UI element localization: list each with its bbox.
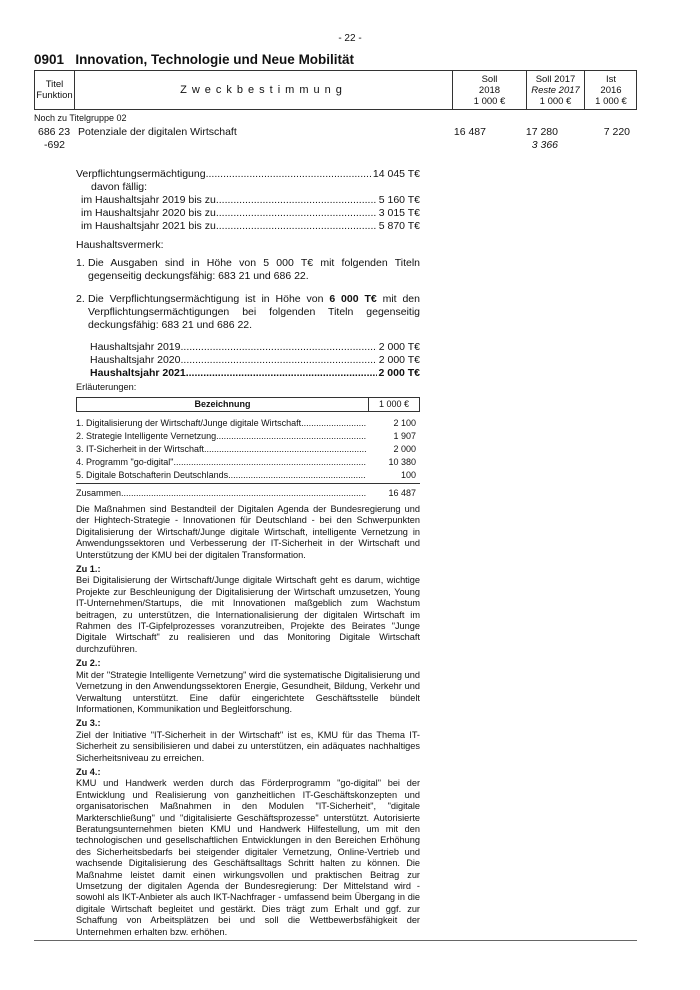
section-body: Mit der "Strategie Intelligente Vernetzung" wird die systematische Digitalisierung und Vernetzung in den Anwendungssektoren Energie, Gesundheit, Bildung, Verkehr und Verwaltung unterstützt. Eine dafür eingerichtete Geschäftsstelle bündelt Informationen, Kommunikation und Begleitforschung.	[76, 669, 420, 714]
chapter-title	[34, 52, 354, 67]
section-heading: Zu 4.:	[76, 766, 101, 777]
vermerk-year: Haushaltsjahr 2020 ..... 2 000 T€	[90, 354, 420, 367]
section-heading: Zu 2.:	[76, 658, 101, 669]
header-soll-2018: Soll 2018 1 000 €	[453, 71, 527, 109]
header-soll-2017: Soll 2017 Reste 2017 1 000 €	[527, 71, 585, 109]
vermerk-year: Haushaltsjahr 2019 ..... 2 000 T€	[90, 341, 420, 354]
table-row: 1. Digitalisierung der Wirtschaft/Junge digitale Wirtschaft ..... 2 100	[76, 417, 420, 430]
entry-soll-2017: 17 280 3 366	[525, 126, 558, 151]
page-number: - 22 -	[338, 33, 362, 44]
ve-faellig: davon fällig:	[91, 181, 148, 193]
section-body: KMU und Handwerk werden durch das Förderprogramm "go-digital" bei der Entwicklung und Realisierung von ganzheitlichen IT-Geschäftskonzepten und organisatorischen Maßnahmen in den Modulen "IT-Sicherheit", "digitale Markterschließung" und "digitalisierte Geschäftsprozesse" unterstützt. Autorisierte Beratungsunternehmen bieten KMU und Handwerk Hilfestellung, um mit den technologischen und gesellschaftlichen Entwicklungen in den Bereichen Erhöhung des Sicherheitsbedarfs bei steigender digitaler Vernetzung, Online-Vertrieb und wachsende Digitalisierung des Geschäftsalltags Schritt halten zu können. Die Maßnahme leistet damit einen wirkungsvollen und praktischen Beitrag zur Umsetzung der digitalen Agenda der Bundesregierung: Der Mittelstand wird - sowohl als IKT-Anbieter als auch IKT-Nachfrager - umfassend beim Übergang in die digitale Wirtschaft begleitet und gestärkt. Dies trägt zum Erhalt und ggf. zur Schaffung von Arbeitsplätzen bei und soll die Wettbewerbsfähigkeit der Unternehmen erhalten bzw. erhöhen.	[76, 778, 420, 937]
section-heading: Zu 3.:	[76, 718, 101, 729]
erlaeuterungen-text	[76, 504, 420, 941]
header-titel-funktion: Titel Funktion	[35, 71, 75, 109]
header-zweckbestimmung: Zweckbestimmung	[75, 71, 453, 109]
table-row: 3. IT-Sicherheit in der Wirtschaft ..... 2 000	[76, 443, 420, 456]
noch-titelgruppe: Noch zu Titelgruppe 02	[34, 113, 127, 123]
entry-titel: 686 23 -692	[38, 126, 71, 151]
section-heading: Zu 1.:	[76, 564, 101, 575]
section-body: Bei Digitalisierung der Wirtschaft/Junge digitale Wirtschaft geht es darum, wichtige Projekte zur Beschleunigung der Digitalisierung der Wirtschaft umzusetzen, Young IT-Unternehmen/Startups, die mit Innovationen maßgeblich zum Wachstum beitragen, zu unterstützen, die Internationalisierung der digitalen Wirtschaft im Rahmen des IT-Gipfelprozesses voranzutreiben, Projekte des Beirates "Junge Digitale Wirtschaft" zu realisieren und das Monitoring Digitale Wirtschaft durchzuführen.	[76, 575, 420, 654]
chapter-name: Innovation, Technologie und Neue Mobilität	[75, 52, 355, 67]
ve-row: im Haushaltsjahr 2021 bis zu ..... 5 870 T€	[76, 220, 420, 233]
vermerk-years	[76, 341, 420, 380]
verpflichtungsermaechtigung	[76, 168, 420, 233]
entry-zweck: Potenziale der digitalen Wirtschaft	[78, 126, 237, 138]
entry-soll-2018: 16 487	[453, 126, 486, 138]
ve-total: Verpflichtungsermächtigung ..... 14 045 T€	[76, 168, 420, 181]
intro-paragraph: Die Maßnahmen sind Bestandteil der Digitalen Agenda der Bundesregierung und der Hightech-Strategie - Innovationen für Deutschland - bei den Schwerpunkten Digitalisierung der Wirtschaft/Junge digitale Wirtschaft, intelligente Vernetzung in Anwendungssektoren und Verbesserung der IT-Sicherheit in der Wirtschaft und Unterstützung der KMU bei der digitalen Transformation.	[76, 504, 420, 560]
table-total-row: Zusammen ..... 16 487	[76, 487, 420, 500]
haushaltsvermerk	[76, 239, 420, 380]
table-row: 2. Strategie Intelligente Vernetzung ..... 1 907	[76, 430, 420, 443]
chapter-number: 0901	[34, 52, 65, 67]
ve-row: im Haushaltsjahr 2020 bis zu ..... 3 015 T€	[76, 207, 420, 220]
footer-rule	[34, 940, 637, 941]
vermerk-item: 2. Die Verpflichtungsermächtigung ist in Höhe von 6 000 T€ mit den Verpflichtungsermächtigungen bei folgenden Titeln gegenseitig deckungsfähig: 683 21 und 686 22.	[76, 293, 420, 331]
vermerk-year: Haushaltsjahr 2021 ..... 2 000 T€	[90, 367, 420, 380]
erlaeuterungen-heading: Erläuterungen:	[76, 382, 137, 392]
section-body: Ziel der Initiative "IT-Sicherheit in der Wirtschaft" ist es, KMU für das Thema IT-Sicherheit zu sensibilisieren und dabei zu unterstützen, ein adäquates nachhaltiges Sicherheitsniveau zu erreichen.	[76, 729, 420, 763]
ve-row: im Haushaltsjahr 2019 bis zu ..... 5 160 T€	[76, 194, 420, 207]
erlaeuterungen-table	[76, 397, 420, 500]
vermerk-heading: Haushaltsvermerk:	[76, 239, 164, 251]
entry-ist-2016: 7 220	[603, 126, 630, 138]
table-row: 5. Digitale Botschafterin Deutschlands ..... 100	[76, 469, 420, 484]
erlaeuterungen-table-header: Bezeichnung 1 000 €	[76, 397, 420, 412]
table-header	[34, 70, 637, 110]
table-row: 4. Programm "go-digital" ..... 10 380	[76, 456, 420, 469]
vermerk-item: 1. Die Ausgaben sind in Höhe von 5 000 T€ mit folgenden Titeln gegenseitig deckungsfähig: 683 21 und 686 22.	[76, 257, 420, 282]
header-ist-2016: Ist 2016 1 000 €	[595, 73, 627, 107]
